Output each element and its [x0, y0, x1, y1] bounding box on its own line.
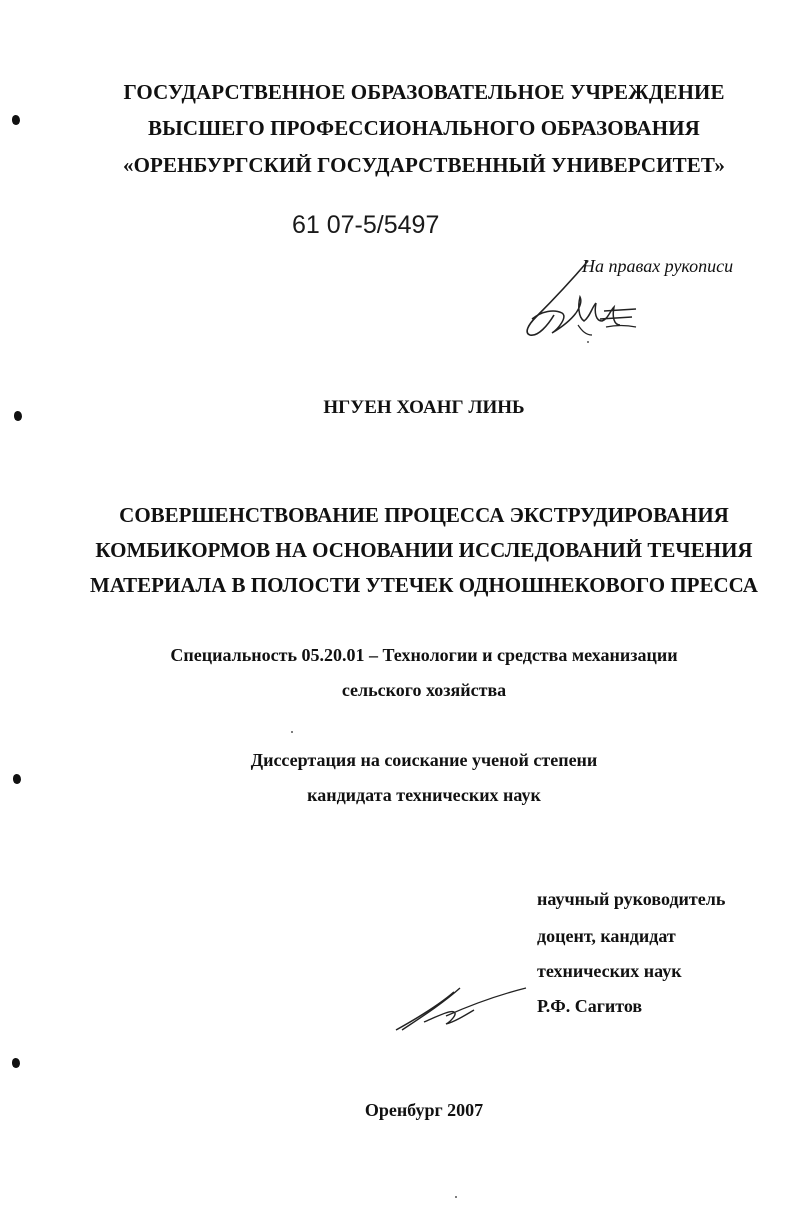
- author-signature-icon: [518, 255, 646, 345]
- supervisor-role: научный руководитель: [537, 889, 726, 909]
- supervisor-position-2: технических наук: [537, 961, 682, 981]
- thesis-title-line-3: МАТЕРИАЛА В ПОЛОСТИ УТЕЧЕК ОДНОШНЕКОВОГО ПРЕССА: [90, 573, 758, 597]
- institution-line-3: «ОРЕНБУРГСКИЙ ГОСУДАРСТВЕННЫЙ УНИВЕРСИТЕТ»: [122, 153, 725, 177]
- institution-line-1: ГОСУДАРСТВЕННОЕ ОБРАЗОВАТЕЛЬНОЕ УЧРЕЖДЕНИЕ: [123, 80, 725, 104]
- binding-hole-4: [12, 1058, 20, 1068]
- binding-hole-3: [13, 774, 21, 784]
- binding-hole-1: [12, 115, 20, 125]
- supervisor-signature-icon: [394, 982, 530, 1034]
- thesis-title-line-2: КОМБИКОРМОВ НА ОСНОВАНИИ ИССЛЕДОВАНИЙ ТЕЧЕНИЯ: [95, 538, 753, 562]
- institution-line-2: ВЫСШЕГО ПРОФЕССИОНАЛЬНОГО ОБРАЗОВАНИЯ: [148, 116, 700, 140]
- place-year: Оренбург 2007: [364, 1100, 484, 1120]
- scan-speck: [455, 1196, 457, 1198]
- specialty-line-2: сельского хозяйства: [341, 680, 507, 700]
- scan-speck: [291, 731, 293, 733]
- manuscript-note: На правах рукописи: [582, 256, 734, 276]
- author-name: НГУЕН ХОАНГ ЛИНЬ: [323, 397, 525, 418]
- thesis-title-line-1: СОВЕРШЕНСТВОВАНИЕ ПРОЦЕССА ЭКСТРУДИРОВАНИЯ: [119, 503, 729, 527]
- specialty-line-1: Специальность 05.20.01 – Технологии и средства механизации: [170, 645, 678, 665]
- catalog-number: 61 07-5/5497: [292, 211, 440, 239]
- degree-line-2: кандидата технических наук: [307, 785, 541, 805]
- binding-hole-2: [14, 411, 22, 421]
- degree-line-1: Диссертация на соискание ученой степени: [250, 750, 598, 770]
- supervisor-position-1: доцент, кандидат: [537, 926, 676, 946]
- supervisor-name: Р.Ф. Сагитов: [537, 996, 643, 1016]
